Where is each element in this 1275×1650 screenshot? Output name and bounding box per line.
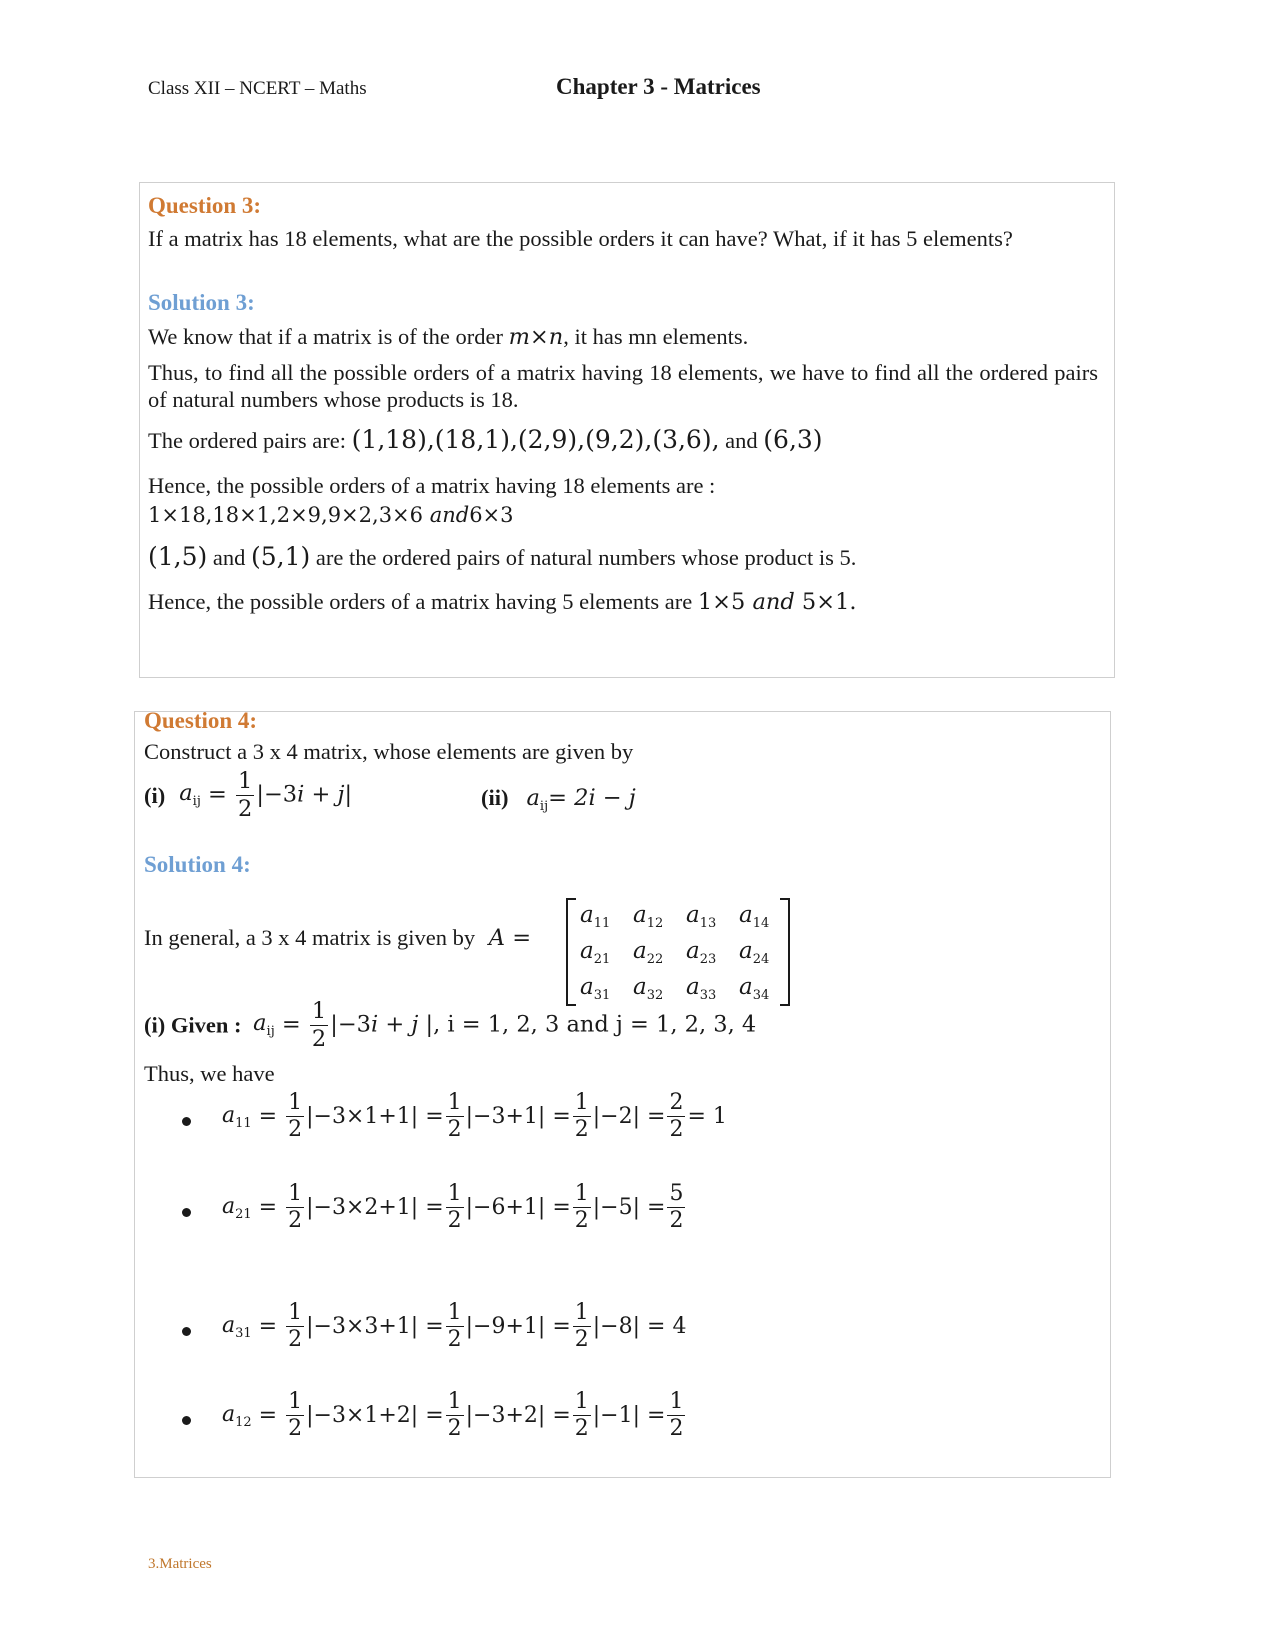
element-subscript: 11 [235, 1115, 252, 1131]
step-1: |−3×1+1| = [306, 1104, 444, 1129]
orders-18-list: 1×18,18×1,2×9,9×2,3×6 [148, 503, 430, 527]
thus-text: Thus, we have [144, 1061, 275, 1086]
order-1x5: 1×5 [697, 589, 753, 615]
pairs-5-and: and [207, 545, 252, 570]
given-line: (i) Given : $a_{ij}$ = $\frac{1}{2}$ |−3i + j |, i = 1, 2, 3 and j = 1, 2, 3, 4 [144, 998, 757, 1052]
step-1: |−3×1+2| = [306, 1403, 444, 1428]
matrix-entry: $a_{11}$ [580, 902, 611, 931]
footer-label: 3.Matrices [148, 1556, 212, 1572]
step-2: |−6+1| = [465, 1195, 571, 1220]
general-matrix-text [144, 924, 531, 952]
result-denominator: 2 [669, 1117, 684, 1142]
step-1: |−3×2+1| = [306, 1195, 444, 1220]
solution-3-line7 [148, 588, 857, 616]
solution-4-heading: Solution 4: [144, 852, 251, 877]
element-subscript: 12 [235, 1414, 252, 1430]
final-result: = 1 [687, 1104, 727, 1129]
result-denominator: 2 [669, 1208, 684, 1233]
step-2: |−9+1| = [465, 1314, 571, 1339]
result-denominator: 2 [669, 1416, 684, 1441]
matrix-entry: $a_{24}$ [739, 938, 770, 967]
pairs-and: and [719, 428, 764, 453]
element-equation: $a_{12}$ = $\frac{1}{2}$ |−3×1+2| = $\frac{1}{2}$ |−3+2| = $\frac{1}{2}$ |−1| = $\frac{1}{2}$ [222, 1389, 684, 1441]
ordered-pair-last: (6,3) [763, 425, 823, 454]
result-numerator: 1 [669, 1389, 684, 1414]
bullet-icon [182, 1208, 191, 1217]
pair-5-1: (5,1) [251, 542, 311, 571]
step-3: |−5| = [592, 1195, 666, 1220]
part-ii-formula: = 2i − j [548, 785, 636, 811]
matrix-entry: $a_{34}$ [739, 974, 770, 1003]
chapter-title: Chapter 3 - Matrices [556, 74, 761, 99]
solution-3-line1-text: We know that if a matrix is of the order [148, 324, 509, 349]
matrix-entry: $a_{33}$ [686, 974, 717, 1003]
orders-5-text: Hence, the possible orders of a matrix having 5 elements are [148, 589, 698, 614]
pair-1-5: (1,5) [148, 542, 208, 571]
step-3: |−2| = [592, 1104, 666, 1129]
step-1: |−3×3+1| = [306, 1314, 444, 1339]
matrix-entry: $a_{23}$ [686, 938, 717, 967]
solution-3-pairs-5 [148, 542, 856, 572]
question-3-text: If a matrix has 18 elements, what are the possible orders it can have? What, if it has 5 elements? [148, 226, 1013, 251]
solution-3-heading: Solution 3: [148, 290, 255, 315]
solution-3-orders-18 [148, 503, 514, 528]
orders-and: and [429, 503, 470, 527]
matrix-entry: $a_{32}$ [633, 974, 664, 1003]
question-4-part-ii: (ii) $a_{ij}= 2i - j$ [481, 785, 636, 814]
element-equation: $a_{11}$ = $\frac{1}{2}$ |−3×1+1| = $\frac{1}{2}$ |−3+1| = $\frac{1}{2}$ |−2| = $\frac{2}{2}$ = 1 [222, 1090, 727, 1142]
matrix-entry: $a_{21}$ [580, 938, 611, 967]
matrix-entry: $a_{31}$ [580, 974, 611, 1003]
result-numerator: 5 [669, 1181, 684, 1206]
element-equation: $a_{31}$ = $\frac{1}{2}$ |−3×3+1| = $\frac{1}{2}$ |−9+1| = $\frac{1}{2}$ |−8| = 4 [222, 1300, 687, 1352]
header-class-label: Class XII – NCERT – Maths [148, 78, 367, 99]
matrix-entry: $a_{14}$ [739, 902, 770, 931]
element-subscript: 21 [235, 1206, 252, 1222]
result-numerator: 2 [669, 1090, 684, 1115]
ordered-pairs-18: (1,18),(18,1),(2,9),(9,2),(3,6), [351, 425, 720, 454]
general-matrix-label: In general, a 3 x 4 matrix is given by [144, 925, 476, 950]
question-4-text: Construct a 3 x 4 matrix, whose elements are given by [144, 739, 634, 764]
general-matrix [566, 898, 790, 1006]
solution-3-line4: Hence, the possible orders of a matrix having 18 elements are : [148, 473, 716, 498]
pairs-label: The ordered pairs are: [148, 428, 352, 453]
matrix-entry: $a_{13}$ [686, 902, 717, 931]
question-4-part-i: (i) $a_{ij}$ = $\frac{1}{2}$ |−3i + j| [144, 768, 353, 822]
step-2: |−3+1| = [465, 1104, 571, 1129]
step-3: |−8| = 4 [592, 1314, 687, 1339]
solution-3-line1 [148, 323, 748, 351]
given-label: (i) Given : [144, 1012, 242, 1038]
element-subscript: 31 [235, 1325, 252, 1341]
step-2: |−3+2| = [465, 1403, 571, 1428]
solution-3-pairs-line [148, 425, 823, 455]
bullet-icon [182, 1416, 191, 1425]
bullet-icon [182, 1327, 191, 1336]
bullet-icon [182, 1117, 191, 1126]
matrix-entry: $a_{12}$ [633, 902, 664, 931]
matrix-variable: A = [488, 925, 532, 951]
element-equation: $a_{21}$ = $\frac{1}{2}$ |−3×2+1| = $\frac{1}{2}$ |−6+1| = $\frac{1}{2}$ |−5| = $\frac{5}{2}$ [222, 1181, 684, 1233]
pairs-5-text: are the ordered pairs of natural numbers whose product is 5. [310, 545, 857, 570]
order-5x1: 5×1. [794, 589, 857, 615]
given-range: , i = 1, 2, 3 and j = 1, 2, 3, 4 [433, 1011, 757, 1038]
question-4-heading: Question 4: [144, 708, 258, 733]
part-i-label: (i) [144, 782, 166, 808]
step-3: |−1| = [592, 1403, 666, 1428]
matrix-entry: $a_{22}$ [633, 938, 664, 967]
solution-3-line1-end: , it has mn elements. [563, 324, 749, 349]
orders-5-and: and [752, 589, 795, 615]
order-mxn: m×n [508, 324, 564, 350]
question-3-heading: Question 3: [148, 193, 262, 218]
solution-3-para2: Thus, to find all the possible orders of a matrix having 18 elements, we have to find all the ordered pairs of natural numbers whose products is 18. [148, 360, 1098, 412]
part-ii-label: (ii) [481, 785, 509, 810]
orders-last: 6×3 [469, 503, 514, 527]
matrix-entries [580, 902, 792, 1010]
